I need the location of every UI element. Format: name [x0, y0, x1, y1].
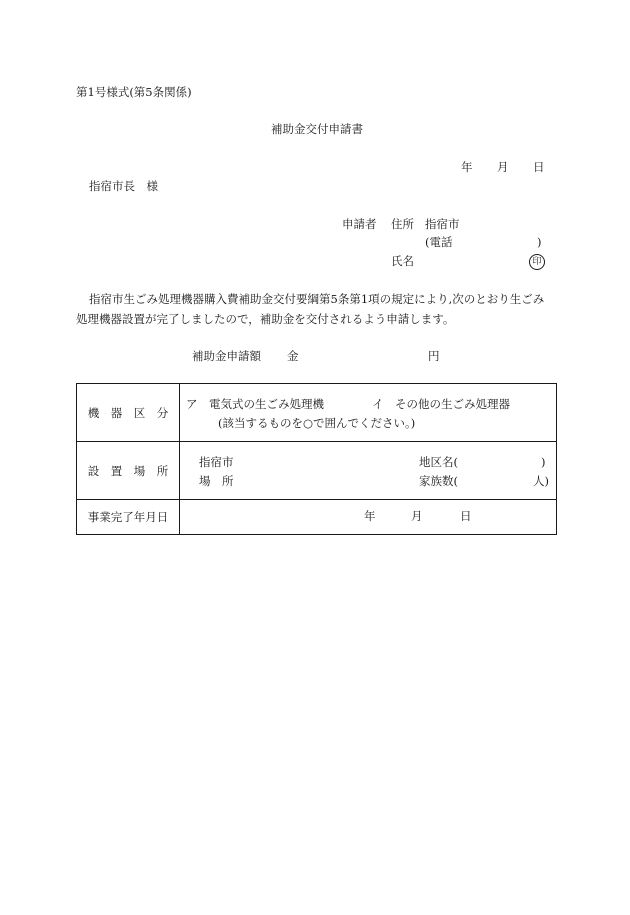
amount-label: 補助金申請額 [192, 349, 261, 363]
address-value: 指宿市 [425, 217, 460, 231]
equipment-category-label: 機 器 区 分 [77, 384, 180, 442]
amount-prefix: 金 [287, 349, 299, 363]
district-label: 地区名( [419, 455, 458, 469]
place-city: 指宿市 [199, 455, 234, 469]
name-label: 氏名 [391, 254, 414, 268]
completion-date-label: 事業完了年月日 [77, 500, 180, 535]
phone-close: ) [537, 235, 542, 249]
completion-month-label: 月 [411, 509, 423, 523]
option-other: イ その他の生ごみ処理器 [372, 397, 510, 411]
form-number: 第1号様式(第5条関係) [76, 85, 192, 99]
completion-day-label: 日 [460, 509, 472, 523]
address-label: 住所 [391, 217, 414, 231]
completion-year-label: 年 [364, 509, 376, 523]
phone-open: (電話 [425, 235, 453, 249]
family-label: 家族数( [419, 474, 458, 488]
seal-mark [529, 254, 545, 270]
date-day-label: 日 [533, 160, 545, 174]
application-table [76, 383, 557, 535]
date-year-label: 年 [461, 160, 473, 174]
completion-date-cell [180, 500, 557, 535]
option-electric: ア 電気式の生ごみ処理機 [186, 397, 324, 411]
table-row [77, 500, 557, 535]
equipment-category-cell [180, 384, 557, 442]
body-line-2: 処理機器設置が完了しましたので，補助金を交付されるよう申請します。 [76, 312, 455, 326]
district-close: ) [541, 455, 546, 469]
place-location-label: 場 所 [199, 474, 234, 488]
family-close: 人) [533, 474, 549, 488]
seal-text: 印 [529, 254, 545, 270]
applicant-label: 申請者 [342, 217, 377, 231]
date-month-label: 月 [497, 160, 509, 174]
category-note: (該当するものを○で囲んでください。) [218, 416, 416, 430]
installation-place-cell [180, 442, 557, 500]
table-row [77, 384, 557, 442]
document-title: 補助金交付申請書 [271, 122, 363, 136]
amount-unit: 円 [428, 349, 440, 363]
table-row [77, 442, 557, 500]
addressee: 指宿市長 様 [89, 179, 158, 193]
body-line-1: 指宿市生ごみ処理機器購入費補助金交付要綱第5条第1項の規定により,次のとおり生ごみ [89, 292, 545, 306]
installation-place-label: 設 置 場 所 [77, 442, 180, 500]
